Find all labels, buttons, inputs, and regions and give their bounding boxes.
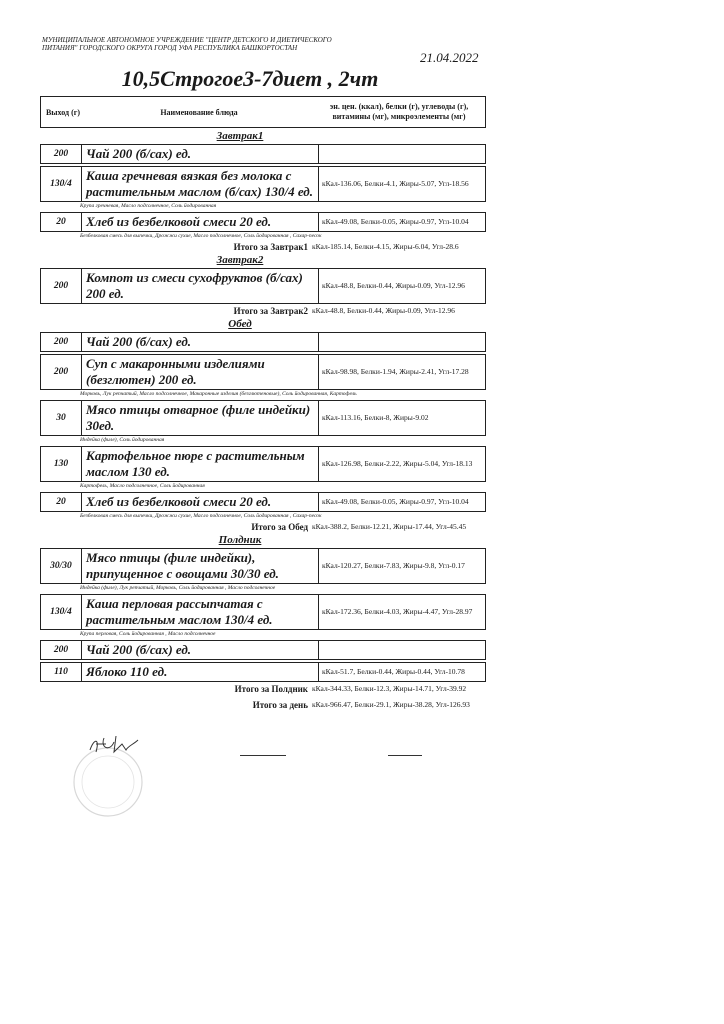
meal-total-row: [40, 242, 486, 252]
meal-total-label: Итого за Обед: [251, 522, 308, 532]
item-nutrition: кКал-49.08, Белки-0.05, Жиры-0.97, Угл-10.04: [322, 497, 469, 506]
menu-item-row: [40, 640, 486, 660]
nutrition-column-header: эн. цен. (ккал), белки (г), углеводы (г), витамины (мг), микроэлементы (мг): [329, 102, 469, 121]
item-ingredients: Индейка (филе), Соль йодированная: [80, 437, 165, 443]
item-nutrition: [319, 333, 485, 351]
menu-item-row: [40, 144, 486, 164]
item-ingredients: Крупа гречневая, Масло подсолнечное, Соль йодированная: [80, 203, 217, 209]
item-name: Мясо птицы (филе индейки), припущенное с овощами 30/30 ед.: [82, 549, 319, 583]
item-name: Хлеб из безбелковой смеси 20 ед.: [82, 213, 319, 231]
menu-item-row: [40, 594, 486, 630]
item-nutrition: кКал-98.98, Белки-1.94, Жиры-2.41, Угл-17.28: [322, 367, 469, 376]
item-output: 200: [41, 145, 82, 163]
table-header: [40, 96, 486, 128]
item-nutrition: кКал-49.08, Белки-0.05, Жиры-0.97, Угл-10.04: [322, 217, 469, 226]
menu-item-row: [40, 662, 486, 682]
menu-item-row: [40, 492, 486, 512]
item-nutrition: кКал-51.7, Белки-0.44, Жиры-0.44, Угл-10.78: [322, 667, 465, 676]
menu-item-row: [40, 332, 486, 352]
output-column-header: Выход (г): [45, 107, 81, 117]
menu-title: 10,5Строгое3-7диет , 2чт: [121, 66, 379, 91]
menu-item-row: [40, 268, 486, 304]
meal-total-row: [40, 306, 486, 316]
meal-total-row: [40, 522, 486, 532]
item-nutrition: кКал-113.16, Белки-8, Жиры-9.02: [322, 413, 429, 422]
item-output: 130/4: [41, 167, 82, 201]
organization-name: МУНИЦИПАЛЬНОЕ АВТОНОМНОЕ УЧРЕЖДЕНИЕ "ЦЕНТР ДЕТСКОГО И ДИЕТИЧЕСКОГО ПИТАНИЯ" ГОРОДСКОГО ОКРУГА ГОРОД УФА РЕСПУБЛИКА БАШКОРТОСТАН: [42, 36, 332, 52]
menu-item-row: [40, 548, 486, 584]
day-total-value: кКал-966.47, Белки-29.1, Жиры-38.28, Угл-126.93: [312, 700, 470, 709]
signature-stamp-icon: [70, 730, 150, 820]
signature-line-2: [388, 755, 422, 756]
meal-title: Полдник: [218, 534, 262, 546]
item-name: Чай 200 (б/сах) ед.: [82, 641, 319, 659]
menu-table: [40, 96, 486, 710]
day-total-label: Итого за день: [252, 700, 308, 710]
meal-total-value: кКал-185.14, Белки-4.15, Жиры-6.04, Угл-28.6: [312, 242, 459, 251]
item-output: 30: [41, 401, 82, 435]
item-ingredients: Индейка (филе), Лук репчатый, Морковь, Соль йодированная , Масло подсолнечное: [80, 585, 276, 591]
meal-total-label: Итого за Полдник: [234, 684, 308, 694]
item-output: 200: [41, 333, 82, 351]
item-ingredients: Безбелковая смесь для выпечки, Дрожжи сухие, Масло подсолнечное, Соль йодированная , Сахар-песок: [80, 233, 322, 239]
item-nutrition: кКал-120.27, Белки-7.83, Жиры-9.8, Угл-0.17: [322, 561, 465, 570]
item-output: 200: [41, 269, 82, 303]
item-output: 20: [41, 493, 82, 511]
item-output: 130/4: [41, 595, 82, 629]
item-name: Чай 200 (б/сах) ед.: [82, 145, 319, 163]
item-name: Хлеб из безбелковой смеси 20 ед.: [82, 493, 319, 511]
item-output: 30/30: [41, 549, 82, 583]
meal-total-label: Итого за Завтрак2: [233, 306, 308, 316]
meal-total-value: кКал-344.33, Белки-12.3, Жиры-14.71, Угл-39.92: [312, 684, 467, 693]
menu-item-row: [40, 354, 486, 390]
item-ingredients: Крупа перловая, Соль йодированная , Масло подсолнечное: [80, 631, 216, 637]
item-nutrition: кКал-48.8, Белки-0.44, Жиры-0.09, Угл-12.96: [322, 281, 465, 290]
meal-total-value: кКал-48.8, Белки-0.44, Жиры-0.09, Угл-12.96: [312, 306, 455, 315]
item-nutrition: кКал-172.36, Белки-4.03, Жиры-4.47, Угл-28.97: [322, 607, 473, 616]
item-name: Чай 200 (б/сах) ед.: [82, 333, 319, 351]
item-nutrition: [319, 145, 485, 163]
menu-item-row: [40, 166, 486, 202]
day-total-row: [40, 700, 486, 710]
item-nutrition: [319, 641, 485, 659]
menu-item-row: [40, 446, 486, 482]
item-nutrition: кКал-126.98, Белки-2.22, Жиры-5.04, Угл-18.13: [322, 459, 473, 468]
item-output: 20: [41, 213, 82, 231]
name-column-header: Наименование блюда: [160, 107, 238, 117]
meal-title: Обед: [228, 318, 252, 330]
item-output: 200: [41, 355, 82, 389]
menu-item-row: [40, 400, 486, 436]
meal-title: Завтрак2: [216, 254, 264, 266]
item-name: Мясо птицы отварное (филе индейки) 30ед.: [82, 401, 319, 435]
meal-total-row: [40, 684, 486, 694]
item-name: Суп с макаронными изделиями (безглютен) 200 ед.: [82, 355, 319, 389]
menu-item-row: [40, 212, 486, 232]
item-name: Каша перловая рассыпчатая с растительным маслом 130/4 ед.: [82, 595, 319, 629]
item-name: Каша гречневая вязкая без молока с растительным маслом (б/сах) 130/4 ед.: [82, 167, 319, 201]
signature-line: [240, 755, 286, 756]
item-output: 130: [41, 447, 82, 481]
meal-total-value: кКал-388.2, Белки-12.21, Жиры-17.44, Угл-45.45: [312, 522, 467, 531]
meal-title: Завтрак1: [216, 130, 264, 142]
meals-list: [40, 130, 486, 694]
item-nutrition: кКал-136.06, Белки-4.1, Жиры-5.07, Угл-18.56: [322, 179, 469, 188]
item-output: 200: [41, 641, 82, 659]
meal-total-label: Итого за Завтрак1: [233, 242, 308, 252]
item-ingredients: Морковь, Лук репчатый, Масло подсолнечное, Макаронные изделия (безглютеновые), Соль йодированная, Картофель: [80, 391, 357, 397]
item-name: Яблоко 110 ед.: [82, 663, 319, 681]
item-name: Компот из смеси сухофруктов (б/сах) 200 ед.: [82, 269, 319, 303]
document-date: 21.04.2022: [420, 50, 479, 65]
item-ingredients: Безбелковая смесь для выпечки, Дрожжи сухие, Масло подсолнечное, Соль йодированная , Сахар-песок: [80, 513, 322, 519]
item-output: 110: [41, 663, 82, 681]
item-name: Картофельное пюре с растительным маслом 130 ед.: [82, 447, 319, 481]
item-ingredients: Картофель, Масло подсолнечное, Соль йодированная: [80, 483, 205, 489]
